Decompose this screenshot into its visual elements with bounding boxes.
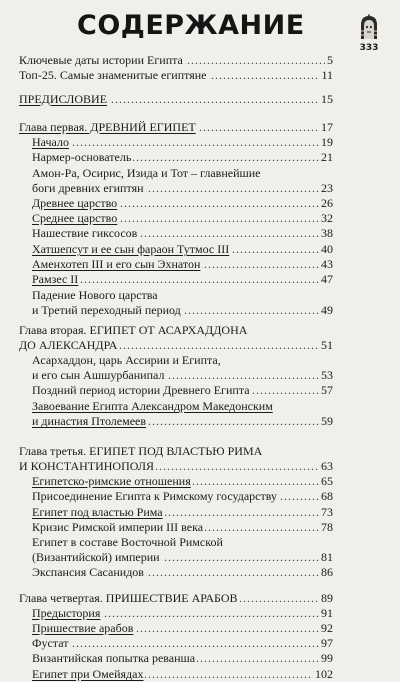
toc-entry[interactable] bbox=[0, 353, 400, 383]
toc-entry-page: 53 bbox=[321, 368, 333, 382]
toc-entry[interactable] bbox=[0, 651, 400, 666]
toc-entry-title: И КОНСТАНТИНОПОЛЯ bbox=[19, 459, 154, 473]
toc-entry-title: Глава вторая. ЕГИПЕТ ОТ АСАРХАДДОНА bbox=[19, 323, 248, 337]
toc-entry-title: Экспансия Сасанидов bbox=[32, 565, 144, 579]
page-number: 333 bbox=[359, 43, 379, 53]
toc-entry-title: Глава третья. ЕГИПЕТ ПОД ВЛАСТЬЮ РИМА bbox=[19, 444, 263, 458]
toc-entry-page: 11 bbox=[321, 68, 333, 82]
toc-entry[interactable] bbox=[0, 444, 400, 474]
toc-entry-title: Амон-Ра, Осирис, Изида и Тот – главнейшие bbox=[32, 166, 261, 180]
toc-entry-page: 47 bbox=[321, 272, 333, 286]
toc-entry[interactable] bbox=[0, 535, 400, 565]
toc-entry-title: и его сын Ашшурбанипал bbox=[32, 368, 165, 382]
toc-entry-page: 32 bbox=[321, 211, 333, 225]
toc-entry-page: 102 bbox=[315, 667, 333, 681]
toc-entry-page: 68 bbox=[321, 489, 333, 503]
toc-entry-title: Египет при Омейядах bbox=[32, 667, 144, 681]
toc-entry-title: Аменхотеп III и его сын Эхнатон bbox=[32, 257, 201, 271]
toc-entry[interactable] bbox=[0, 92, 400, 107]
toc-entry[interactable] bbox=[0, 474, 400, 489]
toc-entry-title: Египет под властью Рима bbox=[32, 505, 163, 519]
toc-entry-title: Предыстория bbox=[32, 606, 101, 620]
toc-entry-title: Египетско-римские отношения bbox=[32, 474, 191, 488]
toc-entry[interactable] bbox=[0, 383, 400, 398]
toc-entry[interactable] bbox=[0, 636, 400, 651]
toc-entry[interactable] bbox=[0, 68, 400, 83]
toc-entry-title: (Византийской) империи bbox=[32, 550, 160, 564]
toc-entry-title: Древнее царство bbox=[32, 196, 118, 210]
toc-entry[interactable] bbox=[0, 323, 400, 353]
toc-entry[interactable] bbox=[0, 399, 400, 429]
toc-entry-title: Нармер-основатель bbox=[32, 150, 132, 164]
toc-entry[interactable] bbox=[0, 288, 400, 318]
toc-entry-title: Среднее царство bbox=[32, 211, 118, 225]
toc-entry[interactable] bbox=[0, 272, 400, 287]
toc-entry-page: 23 bbox=[321, 181, 333, 195]
toc-entry-title: Ключевые даты истории Египта bbox=[19, 53, 183, 67]
toc-entry-title: Нашествие гиксосов bbox=[32, 226, 138, 240]
toc-entry-page: 81 bbox=[321, 550, 333, 564]
toc-entry-title: Асархаддон, царь Ассирии и Египта, bbox=[32, 353, 221, 367]
toc-entry-page: 57 bbox=[321, 383, 333, 397]
toc-entry[interactable] bbox=[0, 667, 400, 682]
toc-entry[interactable] bbox=[0, 565, 400, 580]
toc-entry-page: 63 bbox=[321, 459, 333, 473]
toc-entry-page: 73 bbox=[321, 505, 333, 519]
toc-entry[interactable] bbox=[0, 120, 400, 135]
toc-entry-title: Глава четвертая. ПРИШЕСТВИЕ АРАБОВ bbox=[19, 591, 238, 605]
toc-entry[interactable] bbox=[0, 135, 400, 150]
toc-entry-page: 49 bbox=[321, 303, 333, 317]
toc-entry[interactable] bbox=[0, 621, 400, 636]
toc-entry[interactable] bbox=[0, 53, 400, 68]
toc-entry-title: Поздний период истории Древнего Египта bbox=[32, 383, 250, 397]
toc-entry-title: ДО АЛЕКСАНДРА bbox=[19, 338, 118, 352]
toc-entry-page: 59 bbox=[321, 414, 333, 428]
toc-entry-title: ПРЕДИСЛОВИЕ bbox=[19, 92, 108, 106]
toc-entry-title: Начало bbox=[32, 135, 69, 149]
toc-entry-page: 15 bbox=[321, 92, 333, 106]
toc-entry-title: Хатшепсут и ее сын фараон Тутмос III bbox=[32, 242, 230, 256]
toc-entry-title: Византийская попытка реванша bbox=[32, 651, 196, 665]
toc-entry[interactable] bbox=[0, 591, 400, 606]
toc-entry-page: 91 bbox=[321, 606, 333, 620]
toc-entry-page: 17 bbox=[321, 120, 333, 134]
toc-entry-page: 65 bbox=[321, 474, 333, 488]
toc-entry[interactable] bbox=[0, 211, 400, 226]
page-title: СОДЕРЖАНИЕ bbox=[77, 10, 305, 41]
toc-entry[interactable] bbox=[0, 489, 400, 504]
toc-entry-title: и Третий переходный период bbox=[32, 303, 181, 317]
toc-entry-title: Пришествие арабов bbox=[32, 621, 134, 635]
toc-entry-page: 99 bbox=[321, 651, 333, 665]
toc-entry-page: 89 bbox=[321, 591, 333, 605]
toc-entry-title: Египет в составе Восточной Римской bbox=[32, 535, 223, 549]
toc-entry-title: Завоевание Египта Александром Македонским bbox=[32, 399, 273, 413]
toc-entry-title: Присоединение Египта к Римскому государству bbox=[32, 489, 278, 503]
toc-entry-title: Кризис Римской империи III века bbox=[32, 520, 204, 534]
toc-entry-title: Рамзес II bbox=[32, 272, 79, 286]
toc-entry[interactable] bbox=[0, 150, 400, 165]
toc-entry-page: 21 bbox=[321, 150, 333, 164]
toc-entry-page: 97 bbox=[321, 636, 333, 650]
toc-leader-dots bbox=[32, 636, 333, 651]
toc-entry[interactable] bbox=[0, 257, 400, 272]
toc-entry-title: Топ-25. Самые знаменитые египтяне bbox=[19, 68, 207, 82]
toc-entry-title: Глава первая. ДРЕВНИЙ ЕГИПЕТ bbox=[19, 120, 196, 134]
toc-entry-page: 43 bbox=[321, 257, 333, 271]
toc-entry-page: 40 bbox=[321, 242, 333, 256]
toc-entry-page: 86 bbox=[321, 565, 333, 579]
toc-entry[interactable] bbox=[0, 505, 400, 520]
toc-entry-page: 19 bbox=[321, 135, 333, 149]
toc-entry[interactable] bbox=[0, 166, 400, 196]
toc-entry-title: боги древних египтян bbox=[32, 181, 144, 195]
toc-entry-page: 51 bbox=[321, 338, 333, 352]
toc-entry-page: 38 bbox=[321, 226, 333, 240]
toc-entry[interactable] bbox=[0, 606, 400, 621]
toc-entry-page: 26 bbox=[321, 196, 333, 210]
toc-entry[interactable] bbox=[0, 242, 400, 257]
toc-entry-title: Падение Нового царства bbox=[32, 288, 158, 302]
toc-entry[interactable] bbox=[0, 226, 400, 241]
toc-entry-page: 92 bbox=[321, 621, 333, 635]
toc-entry[interactable] bbox=[0, 196, 400, 211]
toc-entry[interactable] bbox=[0, 520, 400, 535]
toc-leader-dots bbox=[32, 135, 333, 150]
toc-entry-page: 78 bbox=[321, 520, 333, 534]
toc-entry-title: Фустат bbox=[32, 636, 69, 650]
toc-entry-title: и династия Птолемеев bbox=[32, 414, 147, 428]
toc-entry-page: 5 bbox=[327, 53, 333, 67]
